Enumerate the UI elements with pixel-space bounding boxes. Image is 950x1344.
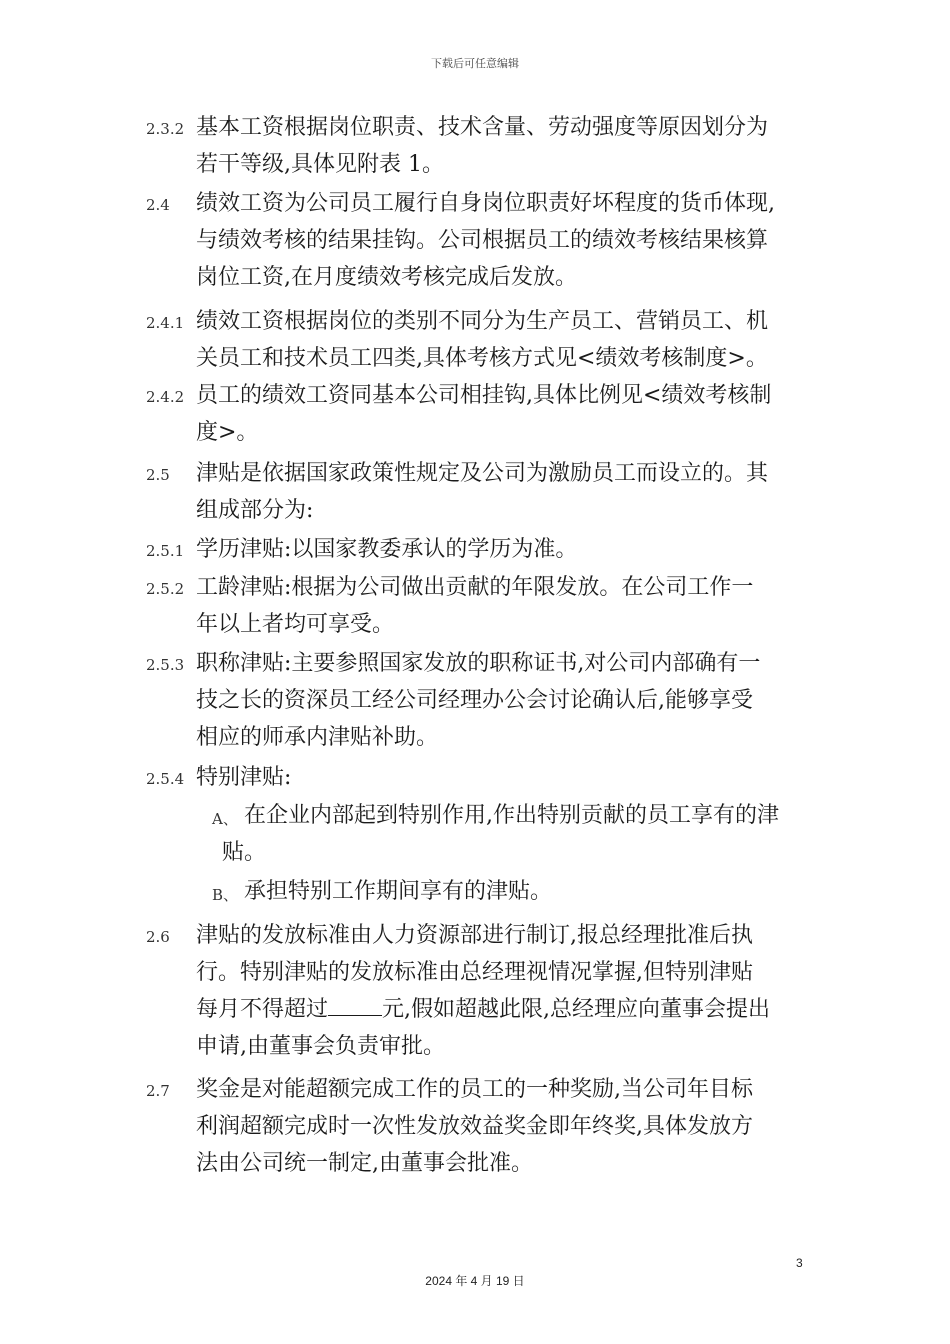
section-number: 2.7	[146, 1082, 170, 1100]
sub-item-marker: A、	[212, 810, 238, 828]
footer-date: 2024 年 4 月 19 日	[425, 1274, 525, 1288]
section-number: 2.5.4	[146, 770, 185, 788]
section-line: 工龄津贴:根据为公司做出贡献的年限发放。在公司工作一	[196, 575, 754, 600]
section-line: 相应的师承内津贴补助。	[196, 725, 439, 750]
section-line: 组成部分为:	[196, 498, 314, 523]
section-line: 关员工和技术员工四类,具体考核方式见<绩效考核制度>。	[196, 346, 768, 371]
section-line: 若干等级,具体见附表 1。	[196, 152, 444, 177]
section-number: 2.5.3	[146, 656, 185, 674]
sub-item-line: 贴。	[222, 840, 267, 865]
section-number: 2.5.1	[146, 542, 185, 560]
section-number: 2.4.1	[146, 314, 185, 332]
sub-item-line: 在企业内部起到特别作用,作出特别贡献的员工享有的津	[244, 803, 779, 828]
section-number: 2.4	[146, 196, 170, 214]
section-line: 度>。	[196, 420, 259, 445]
section-number: 2.4.2	[146, 388, 185, 406]
section-line: 员工的绩效工资同基本公司相挂钩,具体比例见<绩效考核制	[196, 383, 772, 408]
section-line: 基本工资根据岗位职责、技术含量、劳动强度等原因划分为	[196, 115, 769, 140]
section-line: 行。特别津贴的发放标准由总经理视情况掌握,但特别津贴	[196, 960, 753, 985]
section-line: 利润超额完成时一次性发放效益奖金即年终奖,具体发放方	[196, 1114, 753, 1139]
section-line: 特别津贴:	[196, 765, 292, 790]
section-line: 绩效工资根据岗位的类别不同分为生产员工、营销员工、机	[196, 309, 769, 334]
section-line: 与绩效考核的结果挂钩。公司根据员工的绩效考核结果核算	[196, 228, 769, 253]
section-number: 2.3.2	[146, 120, 185, 138]
fill-in-blank	[328, 995, 382, 1016]
section-line: 年以上者均可享受。	[196, 612, 395, 637]
section-line: 津贴的发放标准由人力资源部进行制订,报总经理批准后执	[196, 923, 753, 948]
sub-item-marker: B、	[212, 886, 239, 904]
section-line: 技之长的资深员工经公司经理办公会讨论确认后,能够享受	[196, 688, 753, 713]
section-number: 2.5.2	[146, 580, 185, 598]
line-after-blank: 元,假如超越此限,总经理应向董事会提出	[382, 997, 771, 1022]
section-line: 学历津贴:以国家教委承认的学历为准。	[196, 537, 578, 562]
section-line: 绩效工资为公司员工履行自身岗位职责好坏程度的货币体现,	[196, 191, 775, 216]
section-number: 2.5	[146, 466, 170, 484]
page-number: 3	[796, 1256, 803, 1270]
sub-item-line: 承担特别工作期间享有的津贴。	[244, 879, 553, 904]
section-line-with-blank	[196, 995, 770, 1025]
section-line: 津贴是依据国家政策性规定及公司为激励员工而设立的。其	[196, 461, 769, 486]
section-line: 法由公司统一制定,由董事会批准。	[196, 1151, 533, 1176]
section-line: 申请,由董事会负责审批。	[196, 1034, 445, 1059]
section-line: 职称津贴:主要参照国家发放的职称证书,对公司内部确有一	[196, 651, 761, 676]
section-line: 奖金是对能超额完成工作的员工的一种奖励,当公司年目标	[196, 1077, 753, 1102]
page-header: 下载后可任意编辑	[431, 57, 519, 70]
section-number: 2.6	[146, 928, 170, 946]
section-line: 岗位工资,在月度绩效考核完成后发放。	[196, 265, 577, 290]
line-before-blank: 每月不得超过	[196, 997, 329, 1022]
